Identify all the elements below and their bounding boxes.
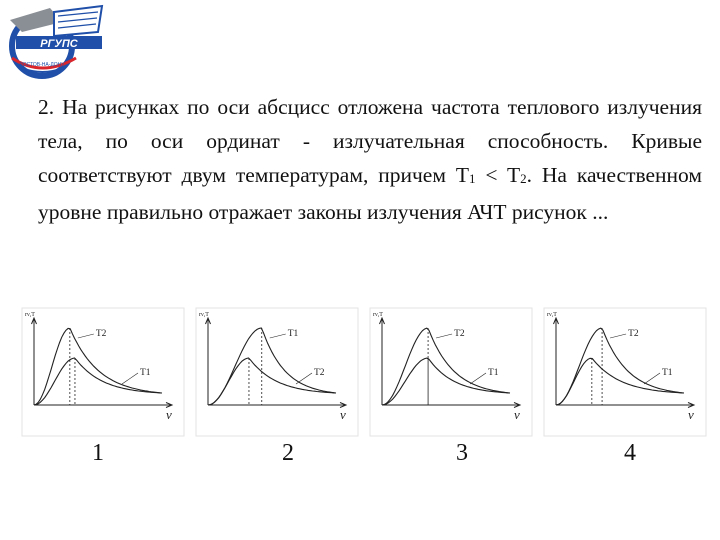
curve-label-low: T1	[662, 368, 673, 378]
question-inequality: < T	[475, 163, 521, 187]
curve-high	[556, 328, 684, 405]
y-axis-label: rν,T	[199, 312, 209, 318]
curve-label-high: T2	[95, 329, 107, 339]
label-leader-high	[78, 334, 94, 338]
plot-frame	[370, 308, 532, 436]
figure-3-plot	[370, 300, 540, 440]
plot-frame	[196, 308, 358, 436]
curve-label-high: T2	[454, 329, 465, 339]
curve-low	[382, 358, 510, 405]
label-leader-high	[610, 334, 626, 338]
x-axis-label: ν	[340, 407, 346, 422]
figure-1[interactable]	[22, 300, 192, 440]
label-leader-high	[436, 334, 452, 338]
university-logo	[2, 2, 114, 82]
question-number: 2.	[38, 95, 55, 119]
subscript-2: 2	[520, 171, 527, 186]
curve-high	[208, 328, 336, 405]
figure-number-3: 3	[456, 440, 468, 466]
plot-frame	[22, 308, 184, 436]
subscript-1: 1	[468, 171, 476, 186]
curve-high	[34, 328, 162, 405]
logo-tagline: РОСТОВ-НА-ДОНУ	[19, 62, 65, 68]
label-leader-low	[122, 373, 138, 384]
label-leader-high	[270, 334, 286, 338]
y-axis-label: rν,T	[373, 312, 383, 318]
curve-label-low: T2	[314, 368, 325, 378]
x-axis-label: ν	[514, 407, 520, 422]
figure-2[interactable]	[196, 300, 366, 440]
question-text	[38, 90, 702, 229]
figure-number-1: 1	[92, 440, 104, 466]
curve-label-low: T1	[488, 368, 499, 378]
curve-low	[34, 358, 162, 405]
plot-frame	[544, 308, 706, 436]
logo-emblem-icon	[2, 2, 114, 82]
label-leader-low	[296, 373, 312, 384]
logo-text: РГУПС	[40, 38, 78, 50]
question-body: На рисунках по оси абсцисс отложена частота теплового излучения тела, по оси ординат - излучательная способность. Кривые соответствуют двум температурам, причем T	[38, 95, 703, 187]
x-axis-label: ν	[166, 407, 172, 422]
figure-number-2: 2	[282, 440, 294, 466]
figure-1-plot	[22, 300, 192, 440]
curve-low	[556, 358, 684, 405]
figure-number-4: 4	[624, 440, 636, 466]
label-leader-low	[470, 373, 486, 384]
question-ending: . На качественном уровне правильно отражает законы излучения АЧТ рисунок ...	[38, 163, 703, 224]
curve-label-high: T2	[628, 329, 639, 339]
figure-4[interactable]	[544, 300, 714, 440]
curve-low	[208, 358, 336, 405]
figure-4-plot	[544, 300, 714, 440]
curve-label-low: T1	[140, 368, 151, 378]
curve-high	[382, 328, 510, 405]
label-leader-low	[644, 373, 660, 384]
figure-2-plot	[196, 300, 366, 440]
curve-label-high: T1	[287, 329, 299, 339]
y-axis-label: rν,T	[547, 312, 557, 318]
figure-3[interactable]	[370, 300, 540, 440]
x-axis-label: ν	[688, 407, 694, 422]
y-axis-label: rν,T	[25, 312, 35, 318]
